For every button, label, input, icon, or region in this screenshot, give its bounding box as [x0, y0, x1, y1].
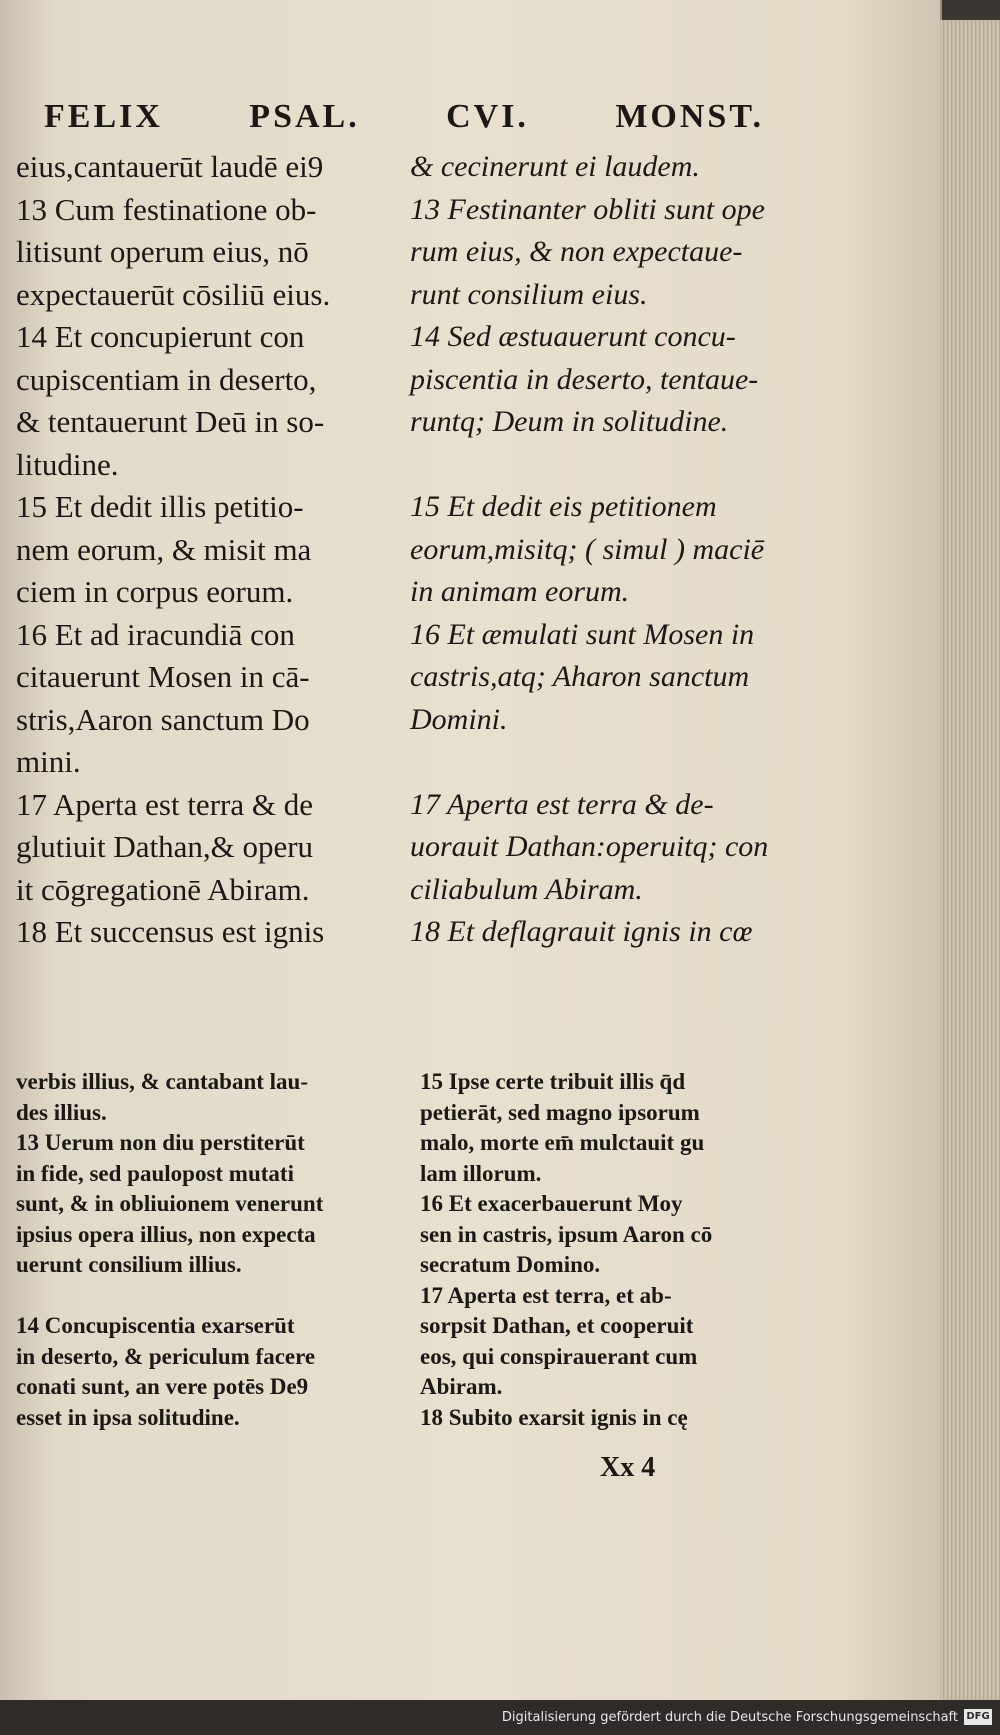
text-line: uerunt consilium illius. — [16, 1252, 242, 1277]
text-line: 16 Et æmulati sunt Mosen in — [410, 617, 755, 651]
right-text-column — [410, 146, 840, 954]
running-header — [44, 98, 764, 138]
text-line: nem eorum, & misit ma — [16, 531, 312, 567]
text-line: petierāt, sed magno ipsorum — [420, 1099, 700, 1125]
text-line: des illius. — [16, 1099, 107, 1125]
text-line: 17 Aperta est terra & de- — [410, 787, 714, 821]
text-line: 16 Et ad iracundiā con — [16, 616, 295, 652]
text-line: Domini. — [410, 702, 508, 736]
text-line: litudine. — [16, 446, 119, 482]
text-line: & cecinerunt ei laudem. — [410, 150, 700, 183]
text-line: 17 Aperta est terra & de — [16, 786, 313, 822]
header-item: FELIX — [44, 98, 163, 135]
text-line: glutiuit Dathan,& operu — [16, 829, 314, 864]
text-line: verbis illius, & cantabant lau- — [16, 1069, 309, 1094]
text-line: runt consilium eius. — [410, 277, 648, 311]
text-line: ciliabulum Abiram. — [410, 872, 643, 906]
text-line: sunt, & in obliuionem venerunt — [16, 1191, 324, 1216]
left-text-column — [16, 146, 406, 954]
text-line: secratum Domino. — [420, 1252, 601, 1277]
text-line: & tentauerunt Deū in so- — [16, 404, 325, 439]
text-line: in fide, sed paulopost mutati — [16, 1160, 294, 1186]
text-line: litisunt operum eius, nō — [16, 234, 309, 269]
header-item: CVI. — [446, 98, 529, 135]
text-line: 15 Et dedit eis petitionem — [410, 490, 717, 523]
text-line: castris,atq; Aharon sanctum — [410, 660, 750, 693]
text-line: 15 Et dedit illis petitio- — [16, 489, 304, 524]
text-line: runtq; Deum in solitudine. — [410, 405, 729, 438]
text-line: mini. — [16, 744, 81, 779]
commentary-right-column — [420, 1067, 840, 1433]
text-line: 16 Et exacerbauerunt Moy — [420, 1191, 683, 1216]
text-line: conati sunt, an vere potēs De9 — [16, 1374, 309, 1399]
text-line: 14 Et concupierunt con — [16, 319, 305, 354]
text-line: sen in castris, ipsum Aaron cō — [420, 1221, 713, 1247]
text-line: lam illorum. — [420, 1160, 542, 1186]
text-line: eius,cantauerūt laudē ei9 — [16, 149, 324, 184]
text-line: cupiscentiam in deserto, — [16, 361, 317, 397]
text-line: in deserto, & periculum facere — [16, 1343, 316, 1369]
text-line: 18 Subito exarsit ignis in cę — [420, 1404, 688, 1430]
commentary-left-column — [16, 1067, 406, 1433]
text-line: ipsius opera illius, non expecta — [16, 1221, 316, 1247]
text-line: eorum,misitq; ( simul ) maciē — [410, 532, 765, 566]
page-edge — [940, 20, 1000, 1700]
dfg-logo: DFG — [964, 1709, 992, 1725]
text-line: sorpsit Dathan, et cooperuit — [420, 1313, 694, 1338]
text-line: 14 Sed æstuauerunt concu- — [410, 320, 736, 353]
text-line: eos, qui conspirauerant cum — [420, 1343, 698, 1369]
text-line: uorauit Dathan:operuitq; con — [410, 830, 769, 863]
text-line: 13 Festinanter obliti sunt ope — [410, 192, 765, 226]
text-line: 13 Cum festinatione ob- — [16, 191, 317, 227]
header-item: MONST. — [615, 98, 764, 135]
text-line — [410, 444, 840, 487]
text-line: citauerunt Mosen in cā- — [16, 659, 310, 694]
footer-credit: Digitalisierung gefördert durch die Deutsche Forschungsgemeinschaft — [501, 1710, 958, 1725]
header-item: PSAL. — [249, 98, 360, 135]
text-line: 17 Aperta est terra, et ab- — [420, 1282, 672, 1308]
text-line: esset in ipsa solitudine. — [16, 1404, 240, 1430]
text-line: stris,Aaron sanctum Do — [16, 701, 310, 737]
signature-mark: Xx 4 — [600, 1452, 656, 1483]
text-line: 15 Ipse certe tribuit illis q̄d — [420, 1069, 686, 1094]
text-line: malo, morte em̄ mulctauit gu — [420, 1130, 705, 1155]
text-line: ciem in corpus eorum. — [16, 574, 294, 609]
text-line: rum eius, & non expectaue- — [410, 235, 743, 268]
text-line — [410, 741, 840, 784]
text-line: Abiram. — [420, 1374, 503, 1399]
text-line: 18 Et deflagrauit ignis in cœ — [410, 915, 753, 948]
text-line: 13 Uerum non diu perstiterūt — [16, 1130, 305, 1155]
text-line: it cōgregationē Abiram. — [16, 871, 310, 907]
text-line: in animam eorum. — [410, 575, 630, 608]
text-line — [16, 1281, 406, 1312]
text-line: expectauerūt cōsiliū eius. — [16, 276, 331, 312]
text-line: piscentia in deserto, tentaue- — [410, 362, 759, 396]
text-line: 14 Concupiscentia exarserūt — [16, 1313, 295, 1338]
text-line: 18 Et succensus est ignis — [16, 914, 325, 949]
